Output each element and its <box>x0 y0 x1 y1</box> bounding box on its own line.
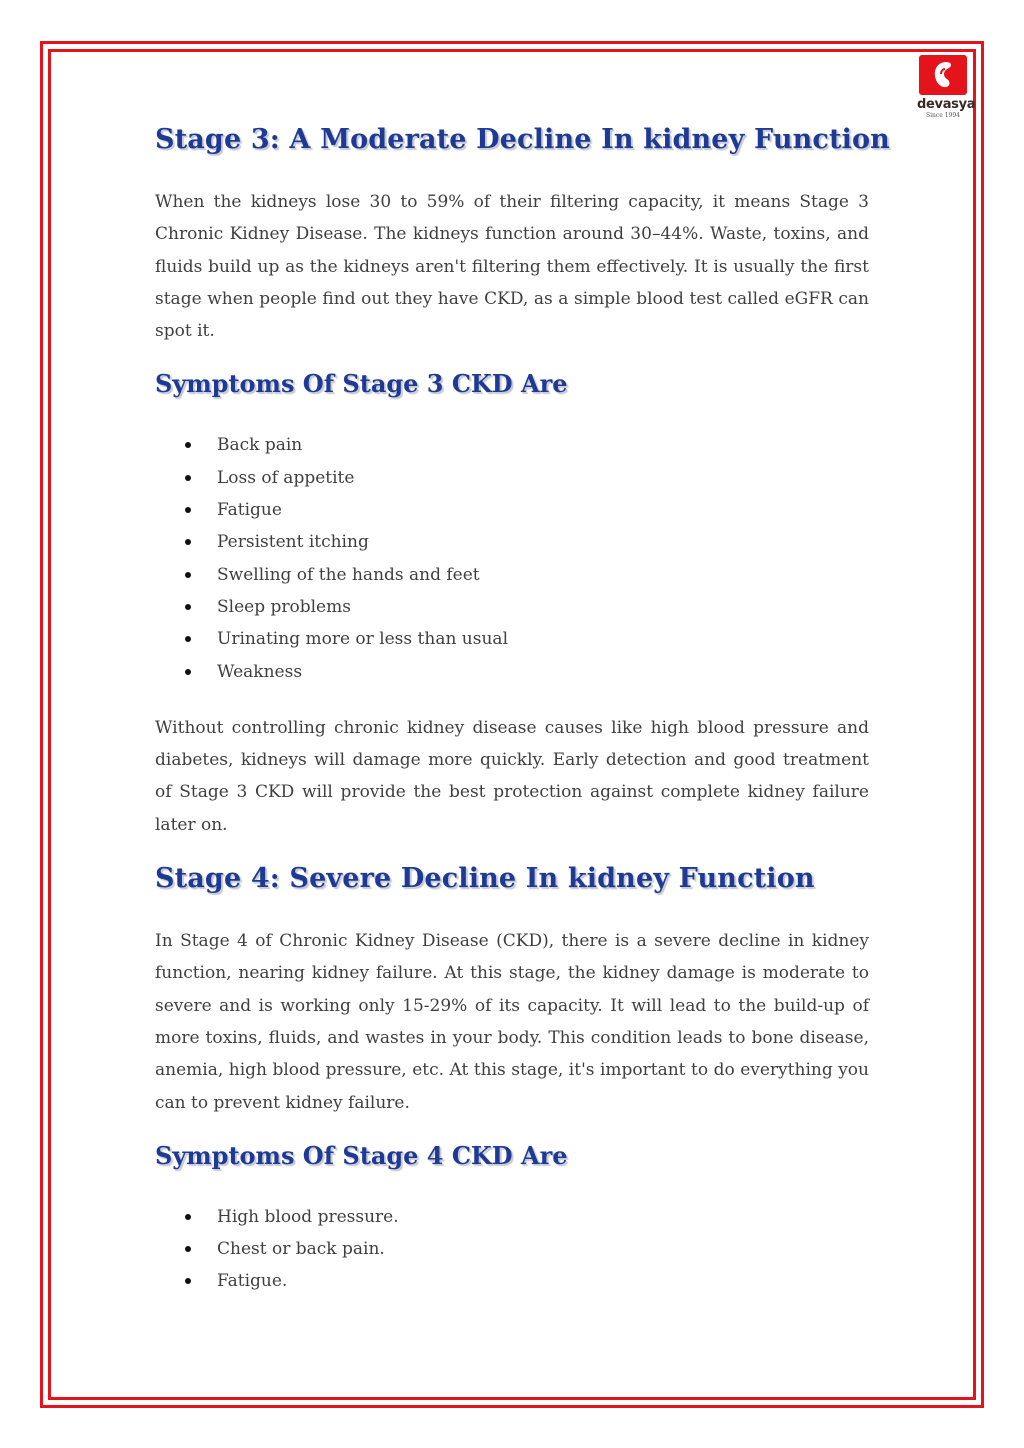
bullet-icon <box>185 475 191 481</box>
list-item: Persistent itching <box>155 526 869 558</box>
bullet-icon <box>185 572 191 578</box>
list-item: Sleep problems <box>155 591 869 623</box>
list-item: Urinating more or less than usual <box>155 623 869 655</box>
bullet-icon <box>185 636 191 642</box>
list-item: Chest or back pain. <box>155 1233 869 1265</box>
list-item: High blood pressure. <box>155 1201 869 1233</box>
list-item: Weakness <box>155 656 869 688</box>
brand-name: devasya <box>917 97 976 112</box>
stage-4-heading: Stage 4: Severe Decline In kidney Function <box>155 863 815 895</box>
list-item: Loss of appetite <box>155 462 869 494</box>
stage-3-symptoms-heading: Symptoms Of Stage 3 CKD Are <box>155 369 568 399</box>
list-item: Fatigue <box>155 494 869 526</box>
bullet-icon <box>185 507 191 513</box>
bullet-icon <box>185 1278 191 1284</box>
stage-3-closing-paragraph: Without controlling chronic kidney disease causes like high blood pressure and diabetes, kidneys will damage more quickly. Early detection and good treatment of Stage 3 CKD will provide the best protection against complete kidney failure later on. <box>155 717 869 835</box>
bullet-icon <box>185 1246 191 1252</box>
list-item: Back pain <box>155 429 869 461</box>
stage-4-symptoms-heading: Symptoms Of Stage 4 CKD Are <box>155 1140 568 1170</box>
document-body <box>155 112 890 1298</box>
stage-3-paragraph: When the kidneys lose 30 to 59% of their filtering capacity, it means Stage 3 Chronic Kidney Disease. The kidneys function around 30–44%. Waste, toxins, and fluids build up as the kidneys aren't filtering them effectively. It is usually the first stage when people find out they have CKD, as a simple blood test called eGFR can spot it. <box>155 192 869 342</box>
stage-3-heading: Stage 3: A Moderate Decline In kidney Function <box>155 124 890 155</box>
list-item: Fatigue. <box>155 1265 869 1297</box>
kidney-icon <box>919 55 967 95</box>
bullet-icon <box>185 442 191 448</box>
bullet-icon <box>185 1214 191 1220</box>
bullet-icon <box>185 604 191 610</box>
stage-4-symptoms-list <box>155 1201 869 1298</box>
stage-4-paragraph: In Stage 4 of Chronic Kidney Disease (CKD), there is a severe decline in kidney function, nearing kidney failure. At this stage, the kidney damage is moderate to severe and is working only 15-29% of its capacity. It will lead to the build-up of more toxins, fluids, and wastes in your body. This condition leads to bone disease, anemia, high blood pressure, etc. At this stage, it's important to do everything you can to prevent kidney failure. <box>155 931 869 1113</box>
stage-3-symptoms-list <box>155 429 869 687</box>
devasya-logo <box>917 55 976 135</box>
bullet-icon <box>185 669 191 675</box>
brand-tagline: Since 1994 <box>926 112 960 119</box>
list-item: Swelling of the hands and feet <box>155 559 869 591</box>
bullet-icon <box>185 539 191 545</box>
